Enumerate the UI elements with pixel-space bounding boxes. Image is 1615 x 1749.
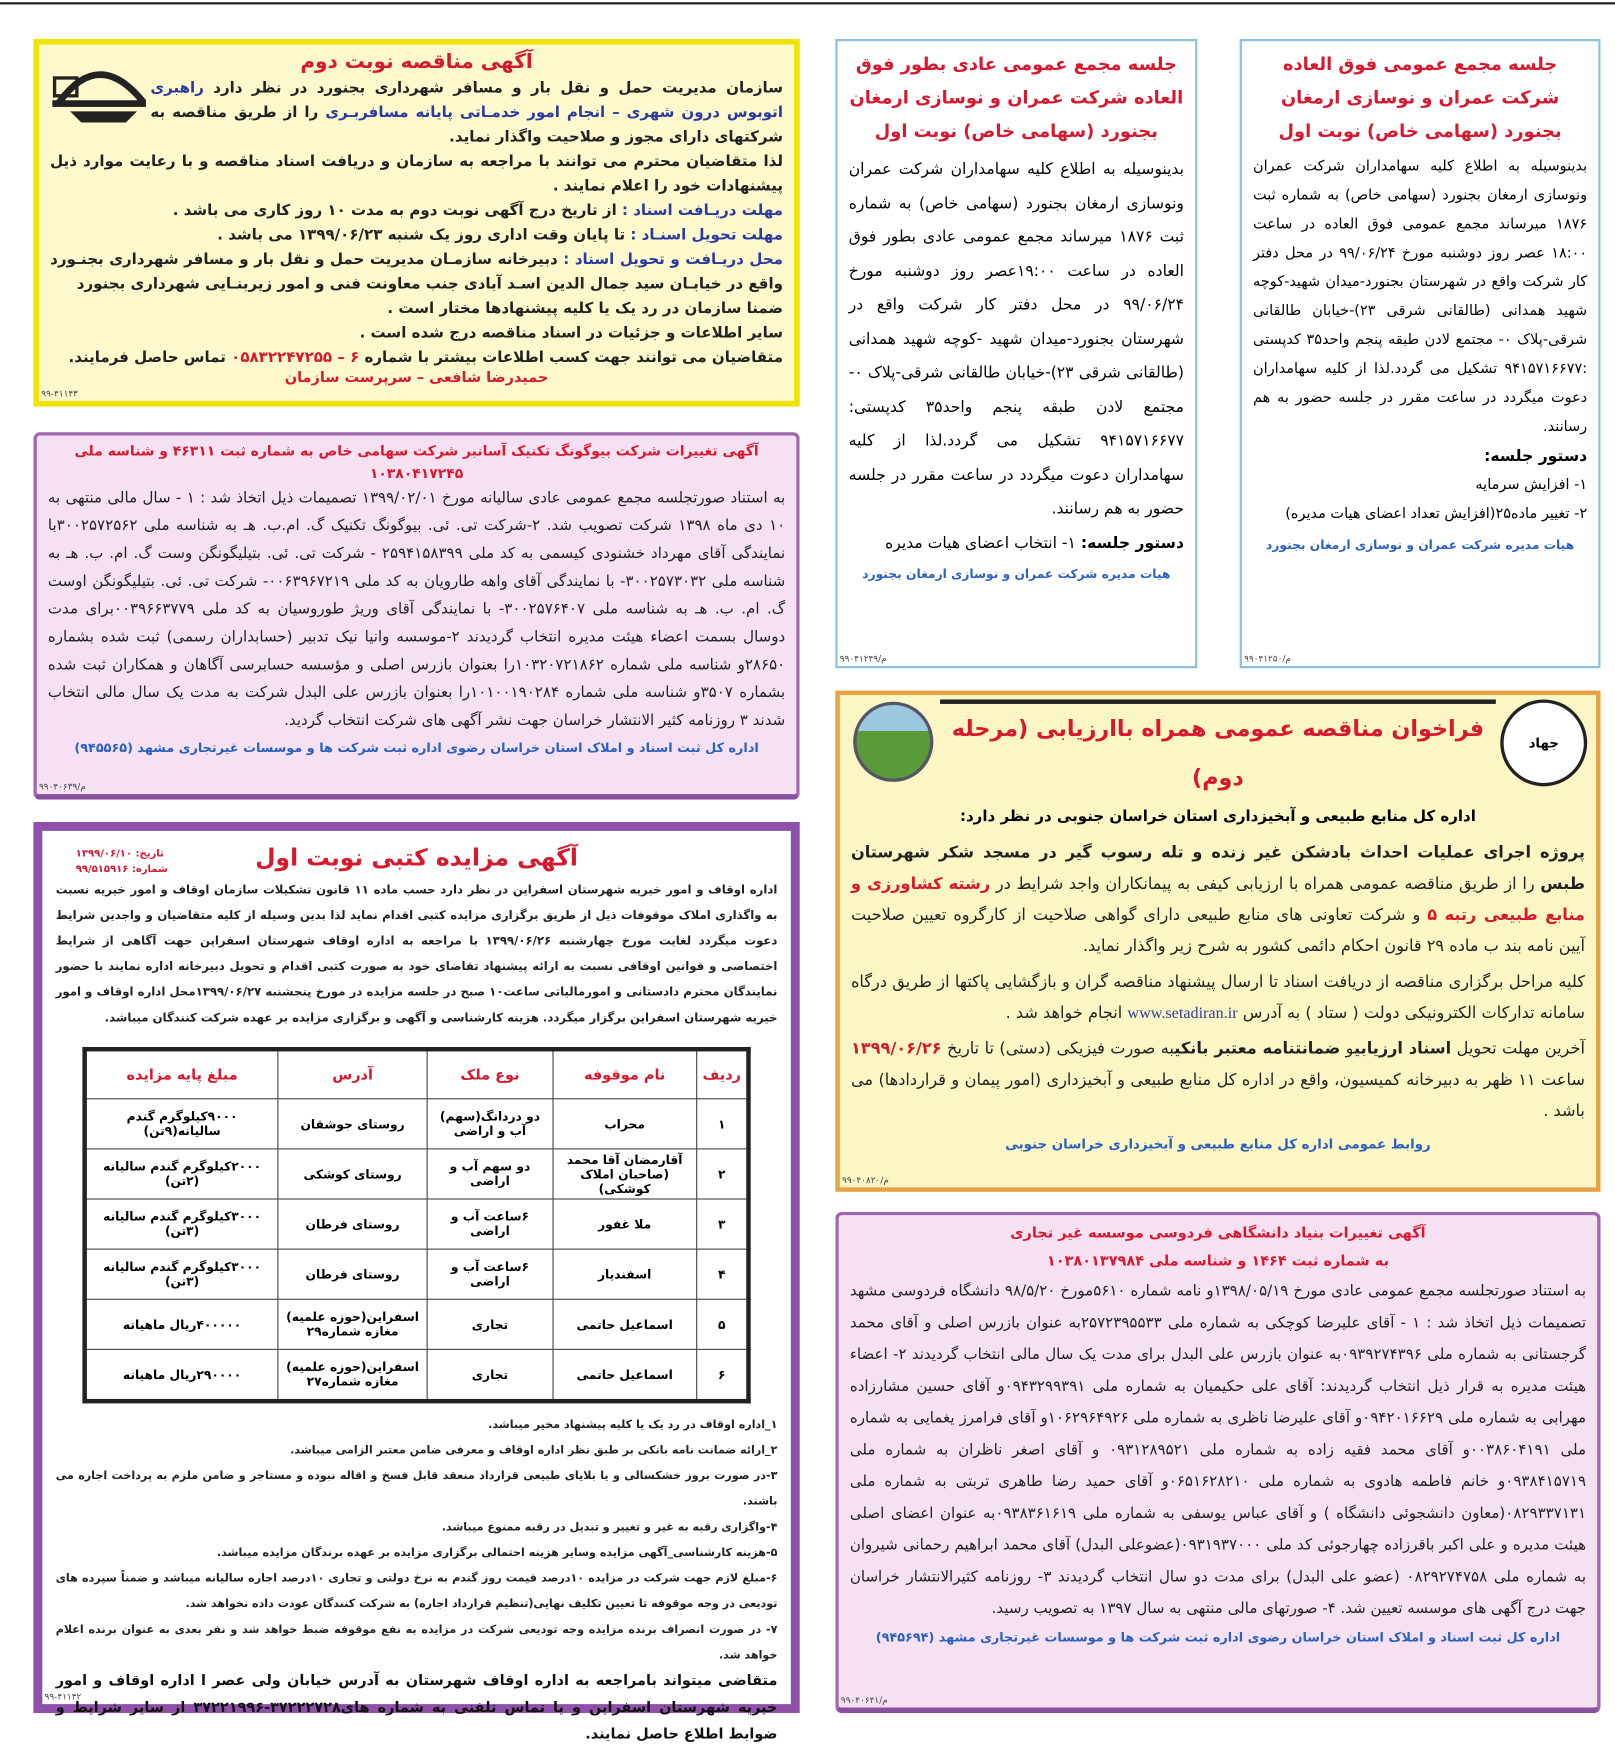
project-text: را از طریق مناقصه عمومی همراه با ارزیابی کیفی به پیمانکاران واجد شرایط در (990, 875, 1541, 894)
tender-intro: سازمان مدیریت حمل و نقل بار و مسافر شهرداری بجنورد در نظر دارد (203, 79, 784, 97)
ad-written-auction (33, 822, 799, 1744)
column-header: آدرس (278, 1049, 427, 1099)
tender-instruction: لذا متقاضیان محترم می توانند با مراجعه به سازمان و دریافت اسناد مناقصه و با رعایت موارد ذیل پیشنهادات خود را اعلام نمایند . (50, 152, 784, 195)
evaluation-docs: اسناد ارزیابی (1354, 1040, 1452, 1059)
ad-footer: اداره کل ثبت اسناد و املاک استان خراسان رضوی اداره ثبت شرکت ها و موسسات غیرتجاری مشهد (۹۴۵۶۹۴) (875, 1628, 1561, 1645)
tender-note: ضمنا سازمان در رد یک یا کلیه پیشنهادها مختار است . (387, 299, 784, 318)
table-cell: روستای فرطان (278, 1199, 427, 1249)
column-header: ردیف (697, 1049, 749, 1099)
table-cell: محراب (553, 1099, 697, 1149)
setadiran-link[interactable]: www.setadiran.ir (1127, 1004, 1238, 1023)
jahad-keshavarzi-logo-icon: جهاد (1500, 699, 1587, 786)
ad-ferdowsi-foundation-changes (835, 1212, 1600, 1713)
deadline-text: آخرین مهلت تحویل (1451, 1040, 1585, 1059)
auction-condition: ۱_اداره اوقاف در رد یک یا کلیه پیشنهاد مخیر میباشد. (488, 1418, 778, 1432)
table-row (85, 1199, 749, 1249)
ad-body: به استناد صورتجلسه مجمع عمومی عادی مورخ ۱۳۹۸/۰۵/۱۹و نامه شماره ۵۶۱۰مورخ ۹۸/۵/۲۰ دانشگاه فردوسی مشهد تصمیمات ذیل اتخاذ شد : ۱ - آقای علیرضا کوچکی به شماره ملی ۲۵۷۲۳۹۵۵۳۳به عنوان بازرس اصلی و آقای محمد گرجستانی به شماره ملی ۰۹۳۹۲۷۴۳۹۶به عنوان بازرس علی البدل برای مدت یک سال مالی انتخاب گردیدند ۲- اعضاء هیئت مدیره به قرار ذیل انتخاب گردیدند: آقای علی حکیمیان به شماره ملی ۰۹۴۳۲۹۹۳۹۱و آقای حسین مشارزاده مهرابی به شماره ملی ۰۹۴۲۰۱۶۶۲۹و آقای علیرضا ناظری به شماره ملی ۱۰۶۲۹۶۴۹۲۶و آقای فرامرز یغمایی به شماره ملی ۰۰۳۸۶۰۴۱۹۱و آقای محمد فقیه زاده به شماره ملی ۰۹۳۱۲۸۹۵۲۱ و آقای اصغر ناظران به شماره ملی ۰۹۳۸۴۱۵۷۱۹و خانم فاطمه هادوی به شماره ملی ۰۶۵۱۶۲۸۲۱۰و آقای حمید رضا طاهری تربتی به شماره ملی ۰۸۲۹۳۳۷۱۳۱(معاون دانشجوئی دانشگاه ) و آقای عباس یوسفی به شماره ملی ۰۹۳۸۳۶۱۶۱۹به عنوان اعضای اصلی هیئت مدیره و علی اکبر باقرزاده چهارجوئی کد ملی ۰۹۳۱۹۳۷۰۰۰(عضوعلی البدل) آقای محمد ابراهیم رحمانی شیروان به شماره ملی ۰۸۲۹۲۷۴۷۵۸ (عضو علی البدل) برای مدت دو سال انتخاب گردیدند ۳- روزنامه کثیرالانتشار خراسان جهت درج آگهی های موسسه تعیین شد. ۴- صورتهای مالی منتهی به سال ۱۳۹۷ به تصویب رسید. (849, 1281, 1587, 1618)
contractor-grade: رشته کشاورزی و منابع طبیعی رتبه ۵ (850, 875, 1585, 925)
auction-date: تاریخ: ۱۳۹۹/۰۶/۱۰ (75, 848, 164, 860)
table-cell: تجاری (427, 1349, 552, 1401)
agenda-item: ۱- افزایش سرمایه (1475, 476, 1588, 494)
contact-phone: ۶ – ۰۵۸۳۲۲۴۷۲۵۵ (231, 348, 360, 367)
table-cell: روستای فرطان (278, 1249, 427, 1299)
table-cell: ۹۰۰۰کیلوگرم گندم سالیانه(۹تن) (85, 1099, 278, 1149)
tender-note: سایر اطلاعات و جزئیات در اسناد مناقصه درج شده است . (359, 324, 784, 342)
table-cell: دو سهم آب و اراضی (427, 1149, 552, 1199)
tender-intro-end: را از طریق مناقصه به شرکتهای دارای مجوز و صلاحیت واگذار نماید. (150, 103, 784, 146)
tender-subject: راهبری اتوبوس درون شهری – انجام امور خدمـاتی پایانه مسافربـری (150, 79, 783, 122)
ad-natural-resources-tender (835, 691, 1600, 1192)
table-cell: تجاری (427, 1299, 552, 1349)
ad-body: بدینوسیله به اطلاع کلیه سهامداران شرکت عمران ونوسازی ارمغان بجنورد (سهامی خاص) به شماره ثبت ۱۸۷۶ میرساند مجمع عمومی فوق العاده در ساعت ۱۸:۰۰ عصر روز دوشنبه مورخ ۹۹/۰۶/۲۴ در محل دفتر کار شرکت واقع در شهرستان بجنورد-میدان شهید-کوچه شهید همدانی (طالقانی شرقی ۲۳)-خیابان طالقانی شرقی-پلاک ۰- مجتمع لادن طبقه پنجم واحد۳۵ کدپستی :۹۴۱۵۷۱۶۶۷۷ تشکیل می گردد.لذا از کلیه سهامداران دعوت میگردد در ساعت مقرر در جلسه حضور به هم رسانند. (1253, 158, 1588, 436)
ad-body: به استناد صورتجلسه مجمع عمومی عادی سالیانه مورخ ۱۳۹۹/۰۲/۰۱ تصمیمات ذیل اتخاذ شد : ۱ - سال مالی منتهی به ۱۰ دی ماه ۱۳۹۸ شرکت تصویب شد. ۲-شرکت تی. ئی. بیوگونگ تکنیک گ. ام.ب. هـ به شناسه ملی ۳۰۰۲۵۷۲۵۶۲با نمایندگی آقای مهرداد خشنودی کیسمی به کد ملی ۲۵۹۴۱۵۸۳۹۹ - شرکت تی. ئی. بتیلیگونگن وست گ. ام. ب. هـ به شناسه ملی ۳۰۰۲۵۷۳۰۳۲- با نمایندگی آقای واهه طارویان به کد ملی ۰۰۶۳۹۶۷۲۱۹- شرکت تی. ئی. بتیلیگونگن اوست گ. ام. ب. هـ به شناسه ملی ۳۰۰۲۵۷۶۴۰۷- با نمایندگی آقای وریژ طوروسیان به کد ملی ۰۰۳۹۶۶۳۷۷۹برای مدت دوسال بسمت اعضاء هیئت مدیره انتخاب گردیدند ۲-موسسه وانیا نیک تدبیر (حسابداران رسمی) ثبت شده بشماره ۲۸۶۵۰و شناسه ملی شماره ۱۰۳۲۰۷۲۱۸۶۲را بعنوان بازرس اصلی و مؤسسه حسابرسی آگاهان و همکاران ثبت شده بشماره ۳۵۰۷و شناسه ملی شماره ۱۰۱۰۰۱۹۰۲۸۴را بعنوان بازرس علی البدل شرکت به مدت یک سال مالی انتخاب شدند ۳ روزنامه کثیر الانتشار خراسان جهت نشر آگهی های شرکت انتخاب گردید. (47, 488, 786, 730)
table-cell: اسفراین(حوزه علمیه) مغازه شماره۲۹ (278, 1299, 427, 1349)
table-cell: ۱ (697, 1099, 749, 1149)
doc-submit-deadline: تا پایان وقت اداری روز یک شنبه ۱۳۹۹/۰۶/۲۳ می باشد . (217, 226, 631, 244)
agenda-item: ۱- انتخاب اعضای هیات مدیره (885, 534, 1076, 552)
auction-intro: اداره اوقاف و امور خیریه شهرستان اسفراین در نظر دارد حسب ماده ۱۱ قانون تشکیلات سازمان اوقاف و امور خیریه نسبت به واگذاری املاک موقوفات ذیل از طریق برگزاری مزایده کتبی اقدام نماید لذا بدین وسیله از کلیه متقاضیان و واجدین شرایط دعوت میگردد لغایت مورخ چهارشنبه ۱۳۹۹/۰۶/۲۶ با مراجعه به اداره اوقاف شهرستان اسفراین جهت آگاهی از شرایط اختصاصی و قوانین اوقافی نسبت به ارائه پیشنهاد تقاضای خود به صورت کتبی اقدام و تحویل دبیرخانه اداره نمایند با حضور نمایندگان محترم دادستانی و امورمالیاتی ساعت۱۰ صبح در جلسه مزایده در مورخ پنجشنبه ۱۳۹۹/۰۶/۲۷محل اداره اوقاف و امور خیریه شهرستان اسفراین برگزار میگردد. هزینه کارشناسی و آگهی و برگزاری مزایده بر عهده شرکت کنندگان میباشد. (55, 883, 778, 1025)
table-cell: ۶ (697, 1349, 749, 1401)
ad-company-changes-biogong (33, 432, 799, 800)
column-header: نام موقوفه (553, 1049, 697, 1099)
doc-receive-deadline: از تاریخ درج آگهی نوبت دوم به مدت ۱۰ روز کاری می باشد . (172, 201, 622, 220)
table-cell: روستای کوشکی (278, 1149, 427, 1199)
ad-title: آگهی تغییرات بنیاد دانشگاهی فردوسی موسسه غیر تجاری (1010, 1225, 1426, 1242)
doc-location: دبیرخانه سازمـان مدیریت حمل و نقل بار و مسافر شهرداری بجنـورد واقع در خیابـان سید جمال الدین اسـد آبادی جنب معاونت فنی و امور زیربنـایی شهرداری بجنورد (50, 250, 784, 293)
table-cell: اسفندیار (553, 1249, 697, 1299)
bus-logo-icon (48, 58, 150, 134)
table-cell: ۶ساعت آب و اراضی (427, 1249, 552, 1299)
table-cell: اسماعیل حاتمی (553, 1299, 697, 1349)
project-text-end: و شرکت تعاونی های منابع طبیعی دارای گواهی صلاحیت از کارگروه تعیین صلاحیت آیین نامه بند ب ماده ۲۹ قانون احکام دائمی کشور به شرح زیر واگذار نماید. (850, 906, 1585, 956)
auction-table (82, 1047, 750, 1403)
table-cell: ۲۰۰۰کیلوگرم گندم سالیانه (۲تن) (85, 1149, 278, 1199)
auction-condition: ۳-در صورت بروز خشکسالی و یا بلایای طبیعی قرارداد منعقد قابل فسخ و اقاله نبوده و مستاجر و ضامن ملزم به پرداخت اجاره می باشند. (55, 1470, 778, 1509)
table-cell: دو دردانگ(سهم) آب و اراضی (427, 1099, 552, 1149)
ad-extraordinary-meeting (1240, 39, 1601, 668)
doc-receive-deadline-label: مهلت دریـافت اسناد : (621, 201, 784, 220)
ad-tender-notice (33, 39, 799, 407)
ad-footer: اداره کل ثبت اسناد و املاک استان خراسان رضوی اداره ثبت شرکت ها و موسسات غیرتجاری مشهد (۹۴۵۵۶۵) (74, 739, 759, 756)
table-cell: اسماعیل حاتمی (553, 1349, 697, 1401)
doc-submit-deadline-label: مهلت تحویل اسنـاد : (630, 226, 784, 244)
ad-subtitle: اداره کل منابع طبیعی و آبخیزداری استان خراسان جنوبی در نظر دارد: (959, 807, 1476, 826)
bank-guarantee: ضمانتنامه معتبر بانکی (1174, 1040, 1341, 1059)
table-cell: ۴ (697, 1249, 749, 1299)
ad-code: ۹۹۰۴۰۶۴۱/م (840, 1695, 888, 1706)
auction-condition: ۶-مبلغ لازم جهت شرکت در مزایده ۱۰درصد قیمت روز گندم به نرخ دولتی و تجاری ۱۰درصد اجاره سالیانه میباشد و ضمناً سپرده های تودیعی در وجه موقوفه تا تعیین تکلیف نهایی(تنظیم قرارداد اجاره) به شرکت کنندگان عودت داده نخواهد شد. (55, 1572, 778, 1611)
ad-title: فراخوان مناقصه عمومی همراه باارزیابی (مرحله دوم) (951, 715, 1485, 791)
ad-code: ۹۹-۴۱۱۴۳ (41, 388, 78, 399)
column-header: نوع ملک (427, 1049, 552, 1099)
auction-condition: ۴-واگزاری رقبه به غیر و تغییر و تبدیل در رقبه ممنوع میباشد. (441, 1521, 778, 1534)
ad-footer: هیات مدیره شرکت عمران و نوسازی ارمغان بجنورد (1266, 537, 1575, 553)
table-cell: ۶ساعت آب و اراضی (427, 1199, 552, 1249)
auction-closing: متقاضی میتواند بامراجعه به اداره اوقاف شهرستان به آدرس خیابان ولی عصر ا اداره اوقاف و امور خیریه شهرستان اسفراین و یا تماس تلفنی به شماره های۳۷۲۲۲۷۲۸-۳۷۲۲۱۹۹۶ از سایر شرایط و ضوابط اطلاع حاصل نمایند. (55, 1672, 778, 1744)
table-cell: ۲۹۰۰۰۰ریال ماهیانه (85, 1349, 278, 1401)
auction-number: شماره: ۹۹/۵۱۵۹۱۶ (75, 864, 168, 876)
agenda-label: دستور جلسه: (1080, 534, 1184, 552)
ad-code: ۹۹-۴۱۱۴۲ (44, 1691, 82, 1702)
table-cell: ۲ (697, 1149, 749, 1199)
contact-text-end: تماس حاصل فرمایند. (68, 348, 232, 367)
table-row (85, 1299, 749, 1349)
column-header: مبلغ پایه مزایده (85, 1049, 278, 1099)
table-row (85, 1149, 749, 1199)
contact-text: متقاضیان می توانند جهت کسب اطلاعات بیشتر با شماره (359, 348, 784, 367)
ad-code: ۹۹۰۴۰۶۳۹/م (38, 781, 86, 792)
ad-body: بدینوسیله به اطلاع کلیه سهامداران شرکت عمران ونوسازی ارمغان بجنورد (سهامی خاص) به شماره ثبت ۱۸۷۶ میرساند مجمع عمومی عادی بطور فوق العاده در ساعت ۱۹:۰۰عصر روز دوشنبه مورخ ۹۹/۰۶/۲۴ در محل دفتر کار شرکت واقع در شهرستان بجنورد-میدان شهید -کوچه شهید همدانی (طالقانی شرقی ۲۳)-خیابان طالقانی شرقی-پلاک ۰- مجتمع لادن طبقه پنجم واحد۳۵ کدپستی: ۹۴۱۵۷۱۶۶۷۷ تشکیل می گردد.لذا از کلیه سهامداران دعوت میگردد در ساعت مقرر در جلسه حضور به هم رسانند. (848, 160, 1184, 518)
table-row (85, 1099, 749, 1149)
table-header-row (85, 1049, 749, 1099)
forest-organization-logo-icon (853, 702, 933, 782)
process-text-end: انجام خواهد شد . (1005, 1004, 1128, 1023)
ad-title: آگهی تغییرات شرکت بیوگونگ تکنیک آسانبر شرکت سهامی خاص به شماره ثبت ۴۶۳۱۱ و شناسه ملی ۱۰۳۸۰۴۱۷۲۴۵ (74, 442, 759, 482)
table-cell: ۵ (697, 1299, 749, 1349)
auction-condition: ۵-هزینه کارشناسی_آگهی مزایده وسایر هزینه احتمالی برگزاری مزایده بر عهده برندگان مزایده میباشد. (216, 1547, 778, 1560)
table-row (85, 1349, 749, 1401)
auction-condition: ۷- در صورت انصراف برنده مزایده وجه تودیعی شرکت در مزایده به نفع موقوفه ضبط خواهد شد و نفر بعدی به عنوان برنده اعلام خواهد شد. (55, 1623, 778, 1662)
table-cell: ۴۰۰۰۰۰ریال ماهیانه (85, 1299, 278, 1349)
table-cell: روستای جوشقان (278, 1099, 427, 1149)
ad-title: جلسه مجمع عمومی عادی بطور فوق العاده شرکت عمران و نوسازی ارمغان بجنورد (سهامی خاص) نوبت اول (849, 53, 1184, 142)
deadline-date: ۱۳۹۹/۰۶/۲۶ (850, 1040, 942, 1059)
deadline-text: به صورت فیزیکی (دستی) تا تاریخ (941, 1040, 1175, 1059)
ad-title: آگهی مناقصه نوبت دوم (300, 50, 533, 74)
table-cell: ۳۰۰۰کیلوگرم گندم سالیانه (۳تن) (85, 1199, 278, 1249)
table-row (85, 1249, 749, 1299)
doc-location-label: محل دریـافت و تحویل اسناد : (563, 250, 783, 269)
ad-title: جلسه مجمع عمومی فوق العاده شرکت عمران و نوسازی ارمغان بجنورد (سهامی خاص) نوبت اول (1278, 53, 1562, 142)
ad-ordinary-meeting (835, 39, 1197, 668)
ad-footer: روابط عمومی اداره کل منابع طبیعی و آبخیزداری خراسان جنوبی (1005, 1136, 1431, 1152)
ad-code: ۹۹۰۴۱۲۵۰/م (1244, 653, 1291, 664)
deadline-text-end: ساعت ۱۱ ظهر به دبیرخانه کمیسیون، واقع در اداره کل منابع طبیعی و آبخیزداری (امور پیمان و قراردادها) می باشد . (850, 1071, 1585, 1121)
auction-condition: ۲_ارائه ضمانت نامه بانکی بر طبق نظر اداره اوقاف و معرفی ضامن معتبر الزامی میباشد. (290, 1444, 778, 1457)
table-cell: ملا غفور (553, 1199, 697, 1249)
deadline-text: و (1340, 1040, 1355, 1059)
agenda-item: ۲- تغییر ماده۲۵(افزایش تعداد اعضای هیات مدیره) (1285, 505, 1588, 523)
ad-title: آگهی مزایده کتبی نوبت اول (255, 844, 578, 871)
agenda-label: دستور جلسه: (1484, 447, 1588, 466)
ad-subtitle: به شماره ثبت ۱۴۶۴ و شناسه ملی ۱۰۳۸۰۱۳۷۹۸۴ (1046, 1253, 1390, 1270)
table-cell: آقارمضان آقا محمد (صاحبان املاک کوشکی) (553, 1149, 697, 1199)
ad-footer: هیات مدیره شرکت عمران و نوسازی ارمغان بجنورد (862, 566, 1171, 581)
project-name: پروژه اجرای عملیات احداث بادشکن غیر زنده و تله رسوب گیر در مسجد شکر شهرستان طبس (850, 844, 1585, 894)
top-rule (0, 2, 1615, 4)
signature: حمیدرضا شافعی – سرپرست سازمان (284, 369, 549, 387)
ad-code: ۹۹۰۴۰۸۲۰/م (842, 1175, 889, 1186)
ad-code: ۹۹۰۴۱۲۴۹/م (839, 653, 887, 664)
table-cell: ۳۰۰۰کیلوگرم گندم سالیانه (۳تن) (85, 1249, 278, 1299)
table-cell: اسفراین(حوزه علمیه) مغازه شماره۲۷ (278, 1349, 427, 1401)
process-text: کلیه مراحل برگزاری مناقصه از دریافت اسناد تا ارسال پیشنهاد مناقصه گران و بازگشایی پاکتها از طریق درگاه سامانه تدارکات الکترونیکی دولت ( ستاد ) به آدرس (850, 973, 1585, 1023)
table-cell: ۳ (697, 1199, 749, 1249)
